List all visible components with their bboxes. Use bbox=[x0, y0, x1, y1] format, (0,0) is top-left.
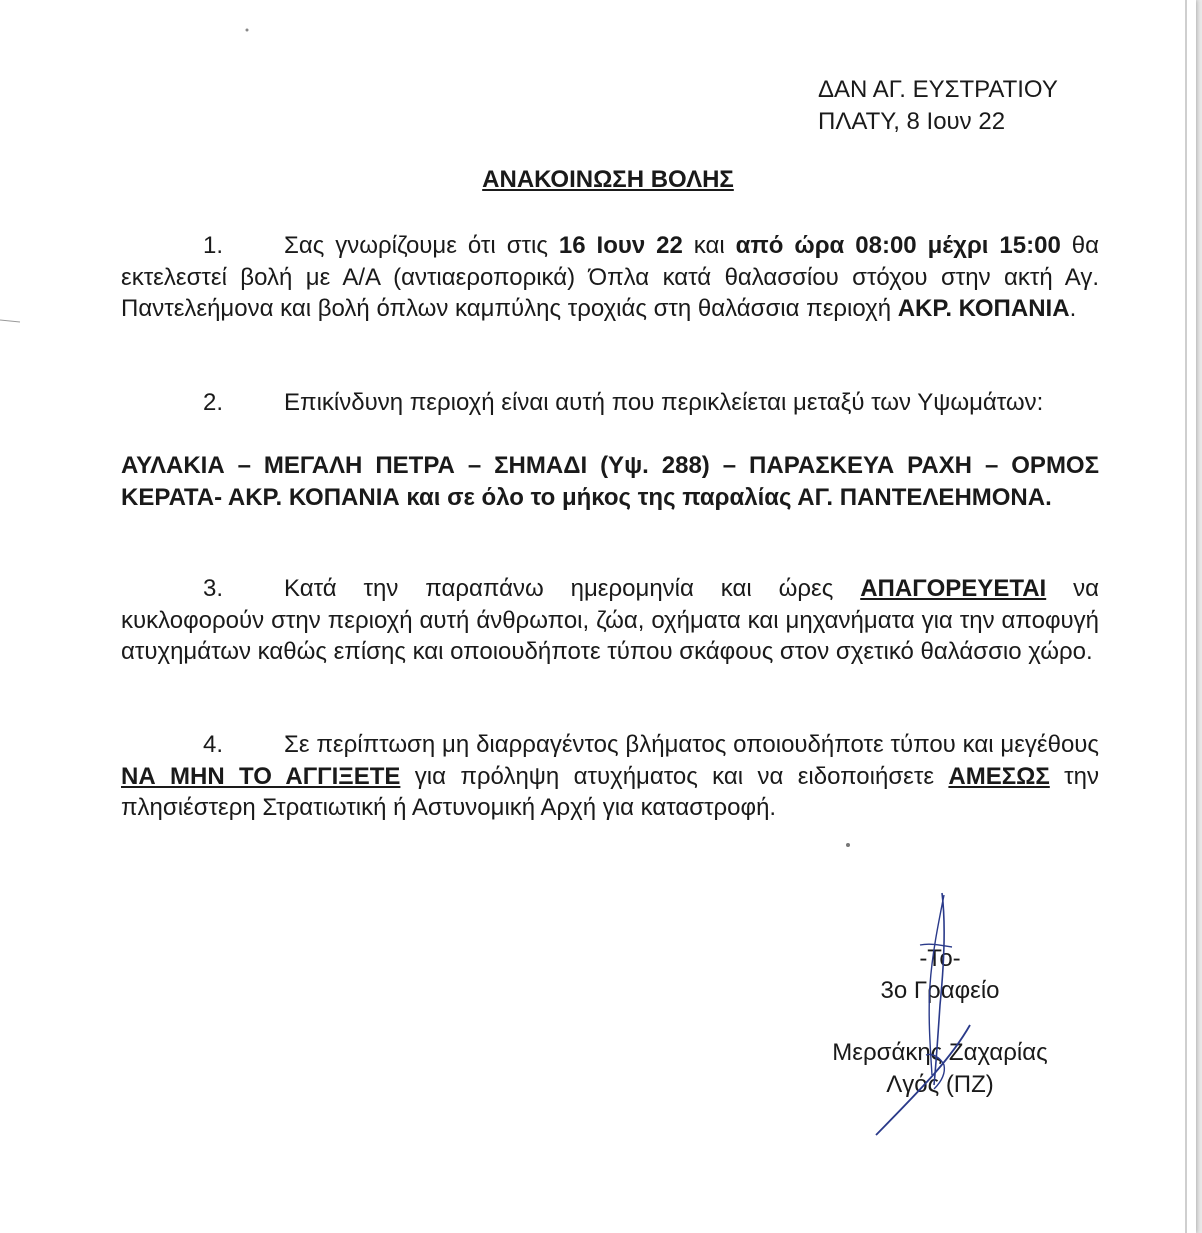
danger-zone-list: ΑΥΛΑΚΙΑ – ΜΕΓΑΛΗ ΠΕΤΡΑ – ΣΗΜΑΔΙ (Υψ. 288) – ΠΑΡΑΣΚΕΥΑ ΡΑΧΗ – ΟΡΜΟΣ ΚΕΡΑΤΑ- ΑΚΡ. ΚΟΠΑΝΙΑ και σε όλο το μήκος της παραλίας ΑΓ. ΠΑΝΤΕΛΕΗΜΟΝΑ. bbox=[121, 452, 1099, 511]
paragraph-number: 3. bbox=[203, 575, 224, 602]
paragraph-text: Επικίνδυνη περιοχή είναι αυτή που περικλείεται μεταξύ των Υψωμάτων: bbox=[284, 389, 1044, 416]
document-title: ΑΝΑΚΟΙΝΩΣΗ ΒΟΛΗΣ bbox=[482, 166, 734, 193]
paragraph-text: Σε περίπτωση μη διαρραγέντος βλήματος οποιουδήποτε τύπου και μεγέθους bbox=[284, 731, 1099, 758]
signature-office-name: 3ο Γραφείο bbox=[880, 977, 1000, 1004]
paragraph-4 bbox=[121, 729, 1099, 824]
paragraph-text: Σας γνωρίζουμε ότι στις bbox=[284, 232, 559, 259]
paragraph-number: 4. bbox=[203, 731, 224, 758]
signatory-rank: Λγός (ΠΖ) bbox=[886, 1071, 994, 1098]
immediately-emphasis: ΑΜΕΣΩΣ bbox=[948, 762, 1050, 790]
signatory-name: Μερσάκης Ζαχαρίας bbox=[832, 1039, 1048, 1066]
place-date: ΠΛΑΤΥ, 8 Ιουν 22 bbox=[818, 108, 1006, 135]
paragraph-text: για πρόληψη ατυχήματος και να ειδοποιήσετε bbox=[400, 762, 949, 790]
handwritten-signature bbox=[860, 885, 980, 1145]
paragraph-text: Κατά την παραπάνω ημερομηνία και ώρες bbox=[284, 575, 861, 602]
paragraph-text: να κυκλοφορούν στην περιοχή αυτή άνθρωποι, ζώα, οχήματα και μηχανήματα για την αποφυγή ατυχημάτων καθώς επίσης και οποιουδήποτε τύπου σκάφους στον σχετικό θαλάσσιο χώρο. bbox=[121, 575, 1099, 665]
prohibited-emphasis: ΑΠΑΓΟΡΕΥΕΤΑΙ bbox=[860, 575, 1047, 602]
paragraph-2 bbox=[121, 387, 1099, 419]
paragraph-text: την πλησιέστερη Στρατιωτική ή Αστυνομική Αρχή για καταστροφή. bbox=[121, 762, 1099, 821]
paragraph-number: 1. bbox=[203, 232, 224, 259]
bold-date: 16 Ιουν 22 bbox=[558, 232, 683, 259]
do-not-touch-emphasis: ΝΑ ΜΗΝ ΤΟ ΑΓΓΙΞΕΤΕ bbox=[121, 762, 401, 790]
signature-line-to: -Το- bbox=[919, 945, 961, 972]
paragraph-number: 2. bbox=[203, 389, 224, 416]
document-header bbox=[818, 74, 1058, 138]
issuing-unit: ΔΑΝ ΑΓ. ΕΥΣΤΡΑΤΙΟΥ bbox=[818, 76, 1058, 103]
paragraph-text: . bbox=[1069, 295, 1077, 322]
paragraph-3 bbox=[121, 573, 1099, 668]
paragraph-text: και bbox=[682, 232, 736, 259]
paragraph-text: θα εκτελεστεί βολή με Α/Α (αντιαεροπορικά) Όπλα κατά θαλασσίου στόχου στην ακτή Αγ. Παντελεήμονα και βολή όπλων καμπύλης τροχιάς στη θαλάσσια περιοχή bbox=[121, 232, 1099, 322]
bold-location: ΑΚΡ. ΚΟΠΑΝΙΑ bbox=[897, 295, 1070, 322]
paragraph-1 bbox=[121, 230, 1099, 325]
bold-time: από ώρα 08:00 μέχρι 15:00 bbox=[735, 232, 1061, 259]
